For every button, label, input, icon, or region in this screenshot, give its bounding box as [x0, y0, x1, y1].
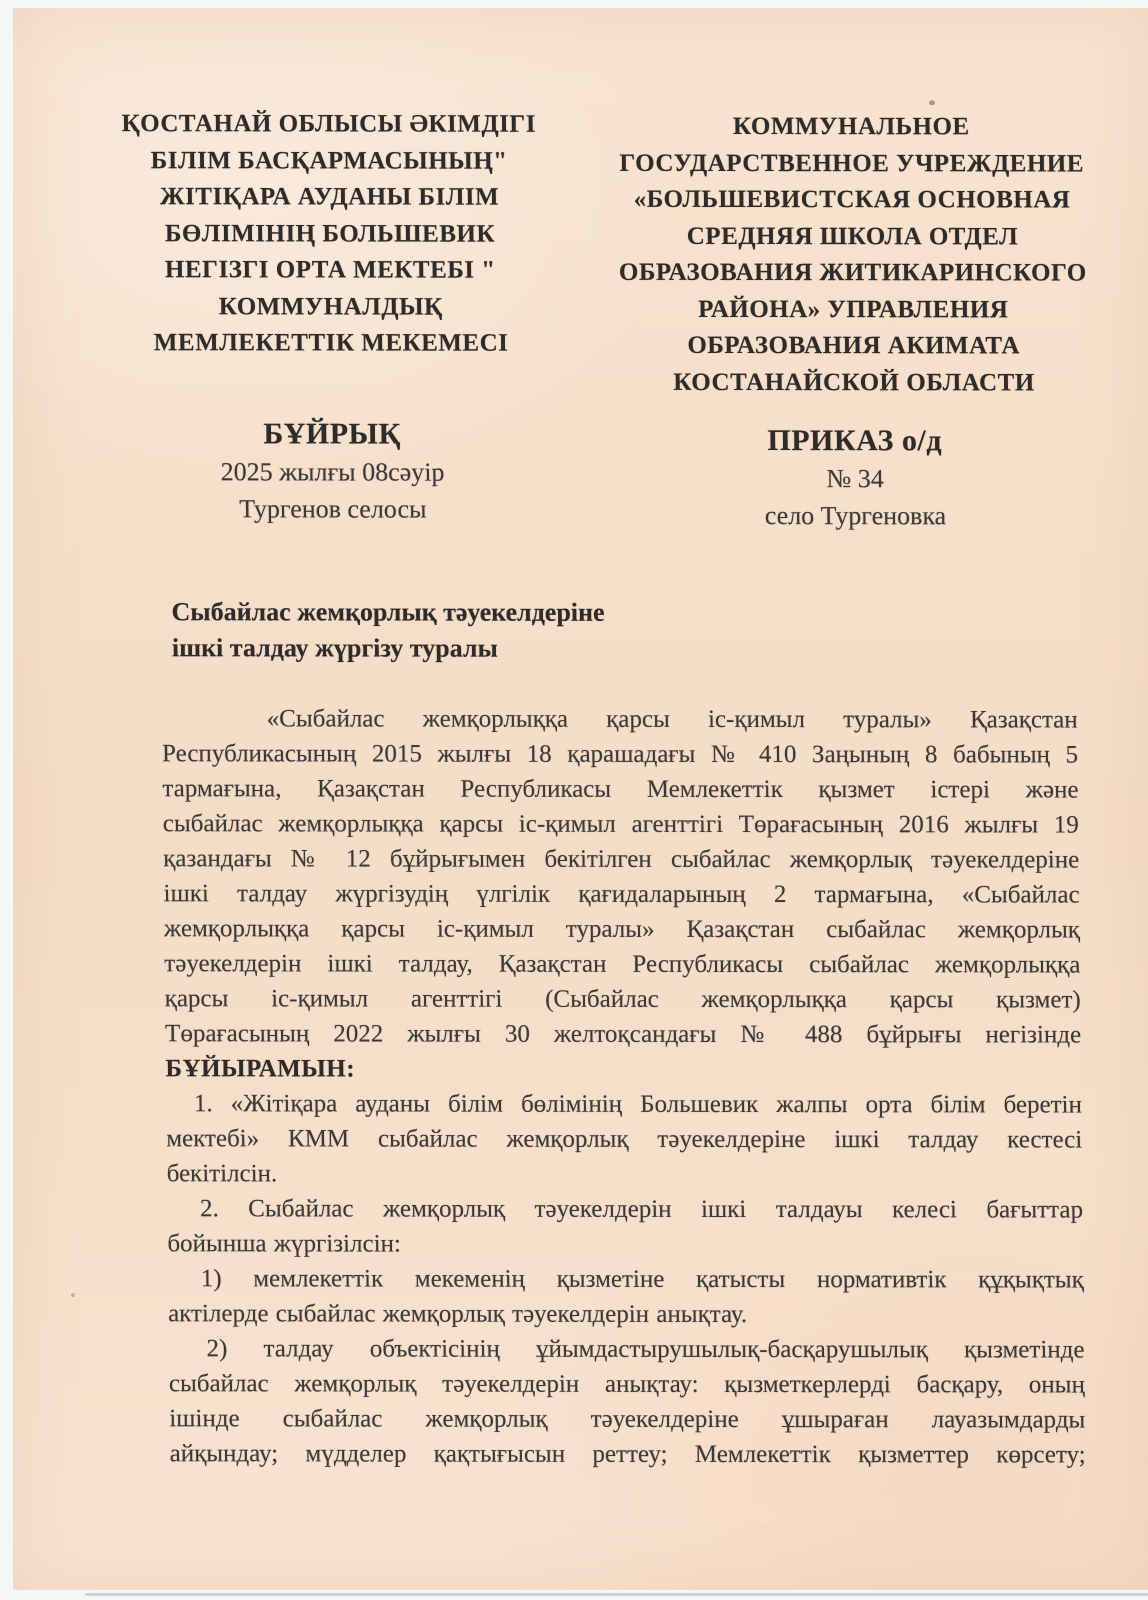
order-body-line: 1) мемлекеттік мекеменің қызметіне қатысты нормативтік құқықтық	[200, 1265, 1084, 1294]
order-body-line: «Сыбайлас жемқорлыққа қарсы іс-қимыл туралы» Қазақстан	[266, 705, 1078, 734]
order-body-line: тармағына, Қазақстан Республикасы Мемлекеттік қызмет істері және	[162, 775, 1079, 804]
order-body-line: БҰЙЫРАМЫН:	[165, 1055, 356, 1083]
order-subject	[171, 594, 605, 667]
order-subject-line: Сыбайлас жемқорлық тәуекелдеріне	[171, 597, 605, 627]
scan-edge-line	[85, 1593, 1148, 1596]
org-name-russian-line: ОБРАЗОВАНИЯ АКИМАТА	[687, 331, 1021, 360]
org-name-kazakh-line: МЕМЛЕКЕТТІК МЕКЕМЕСІ	[153, 329, 509, 357]
document-page	[13, 8, 1148, 1590]
org-name-kazakh-line: ҚОСТАНАЙ ОБЛЫСЫ ӘКІМДІГІ	[121, 110, 537, 138]
order-body-line: актілерде сыбайлас жемқорлық тәуекелдерін анықтау.	[167, 1300, 748, 1329]
order-body-line: ішінде сыбайлас жемқорлық тәуекелдеріне ұшыраған лауазымдарды	[169, 1405, 1086, 1434]
order-body	[162, 701, 1086, 1472]
org-name-russian-line: СРЕДНЯЯ ШКОЛА ОТДЕЛ	[686, 222, 1019, 250]
org-name-russian-line: «БОЛЬШЕВИСТСКАЯ ОСНОВНАЯ	[633, 185, 1071, 214]
order-body-line: ішкі талдау жүргізудің үлгілік қағидаларының 2 тармағына, «Сыбайлас	[163, 880, 1080, 909]
order-place-russian: село Тургеновка	[764, 501, 947, 531]
order-body-line: бойынша жүргізілсін:	[167, 1230, 402, 1258]
order-body-line: тәуекелдерін ішкі талдау, Қазақстан Республикасы сыбайлас жемқорлыққа	[164, 950, 1081, 979]
org-name-kazakh-line: НЕГІЗГІ ОРТА МЕКТЕБІ "	[164, 256, 496, 284]
order-body-line: 2. Сыбайлас жемқорлық тәуекелдерін ішкі талдауы келесі бағыттар	[199, 1195, 1084, 1224]
org-name-russian-line: РАЙОНА» УПРАВЛЕНИЯ	[698, 295, 1009, 323]
org-name-russian-line: ОБРАЗОВАНИЯ ЖИТИКАРИНСКОГО	[618, 258, 1087, 287]
order-title-kazakh: БҰЙРЫҚ	[263, 417, 401, 451]
org-name-russian-line: КОММУНАЛЬНОЕ	[732, 113, 970, 141]
org-name-kazakh-line: БӨЛІМІНІҢ БОЛЬШЕВИК	[164, 219, 496, 248]
org-name-kazakh-line: БІЛІМ БАСҚАРМАСЫНЫҢ"	[150, 146, 508, 175]
order-number: № 34	[826, 464, 884, 494]
order-place-kazakh: Тургенов селосы	[239, 494, 427, 524]
order-body-line: 2) талдау объектісінің ұйымдастырушылық-басқарушылық қызметінде	[206, 1335, 1085, 1364]
order-body-line: Республикасының 2015 жылғы 18 қарашадағы № 410 Заңының 8 бабының 5	[161, 740, 1079, 769]
order-body-line: қарсы іс-қимыл агенттігі (Сыбайлас жемқорлыққа қарсы қызмет)	[164, 985, 1081, 1014]
scan-speck	[71, 1293, 75, 1297]
order-body-line: қазандағы № 12 бұйрығымен бекітілген сыбайлас жемқорлық тәуекелдеріне	[163, 845, 1080, 874]
order-body-line: 1. «Жітіқара ауданы білім бөлімінің Большевик жалпы орта білім беретін	[193, 1090, 1083, 1119]
scan-speck	[929, 100, 935, 105]
order-body-line: Төрағасының 2022 жылғы 30 желтоқсандағы № 488 бұйрығы негізінде	[164, 1020, 1082, 1049]
order-title-russian: ПРИКАЗ о/д	[767, 424, 943, 458]
order-body-line: бекітілсін.	[166, 1160, 278, 1188]
order-body-line: жемқорлыққа қарсы іс-қимыл туралы» Қазақстан сыбайлас жемқорлық	[163, 915, 1081, 944]
order-body-line: айқындау; мүдделер қақтығысын реттеу; Мемлекеттік қызметтер көрсету;	[169, 1440, 1086, 1469]
order-heading-kazakh	[109, 415, 555, 528]
order-body-line: мектебі» КММ сыбайлас жемқорлық тәуекелдеріне ішкі талдау кестесі	[166, 1125, 1083, 1154]
org-name-kazakh-line: ЖІТІҚАРА АУДАНЫ БІЛІМ	[159, 183, 500, 211]
order-body-line: сыбайлас жемқорлыққа қарсы іс-қимыл агенттігі Төрағасының 2016 жылғы 19	[162, 810, 1079, 839]
order-subject-line: ішкі талдау жүргізу туралы	[171, 633, 498, 663]
order-date-kazakh: 2025 жылғы 08сәуір	[220, 457, 445, 487]
order-body-line: сыбайлас жемқорлық тәуекелдерін анықтау: қызметкерлерді басқару, оның	[168, 1370, 1086, 1399]
org-name-kazakh-line: КОММУНАЛДЫҚ	[218, 292, 443, 321]
org-name-russian	[586, 109, 1119, 402]
org-name-russian-line: ГОСУДАРСТВЕННОЕ УЧРЕЖДЕНИЕ	[619, 149, 1085, 177]
org-name-kazakh	[106, 106, 554, 362]
order-heading-russian	[589, 422, 1120, 535]
page-content	[13, 8, 1148, 1592]
org-name-russian-line: КОСТАНАЙСКОЙ ОБЛАСТИ	[673, 368, 1035, 396]
